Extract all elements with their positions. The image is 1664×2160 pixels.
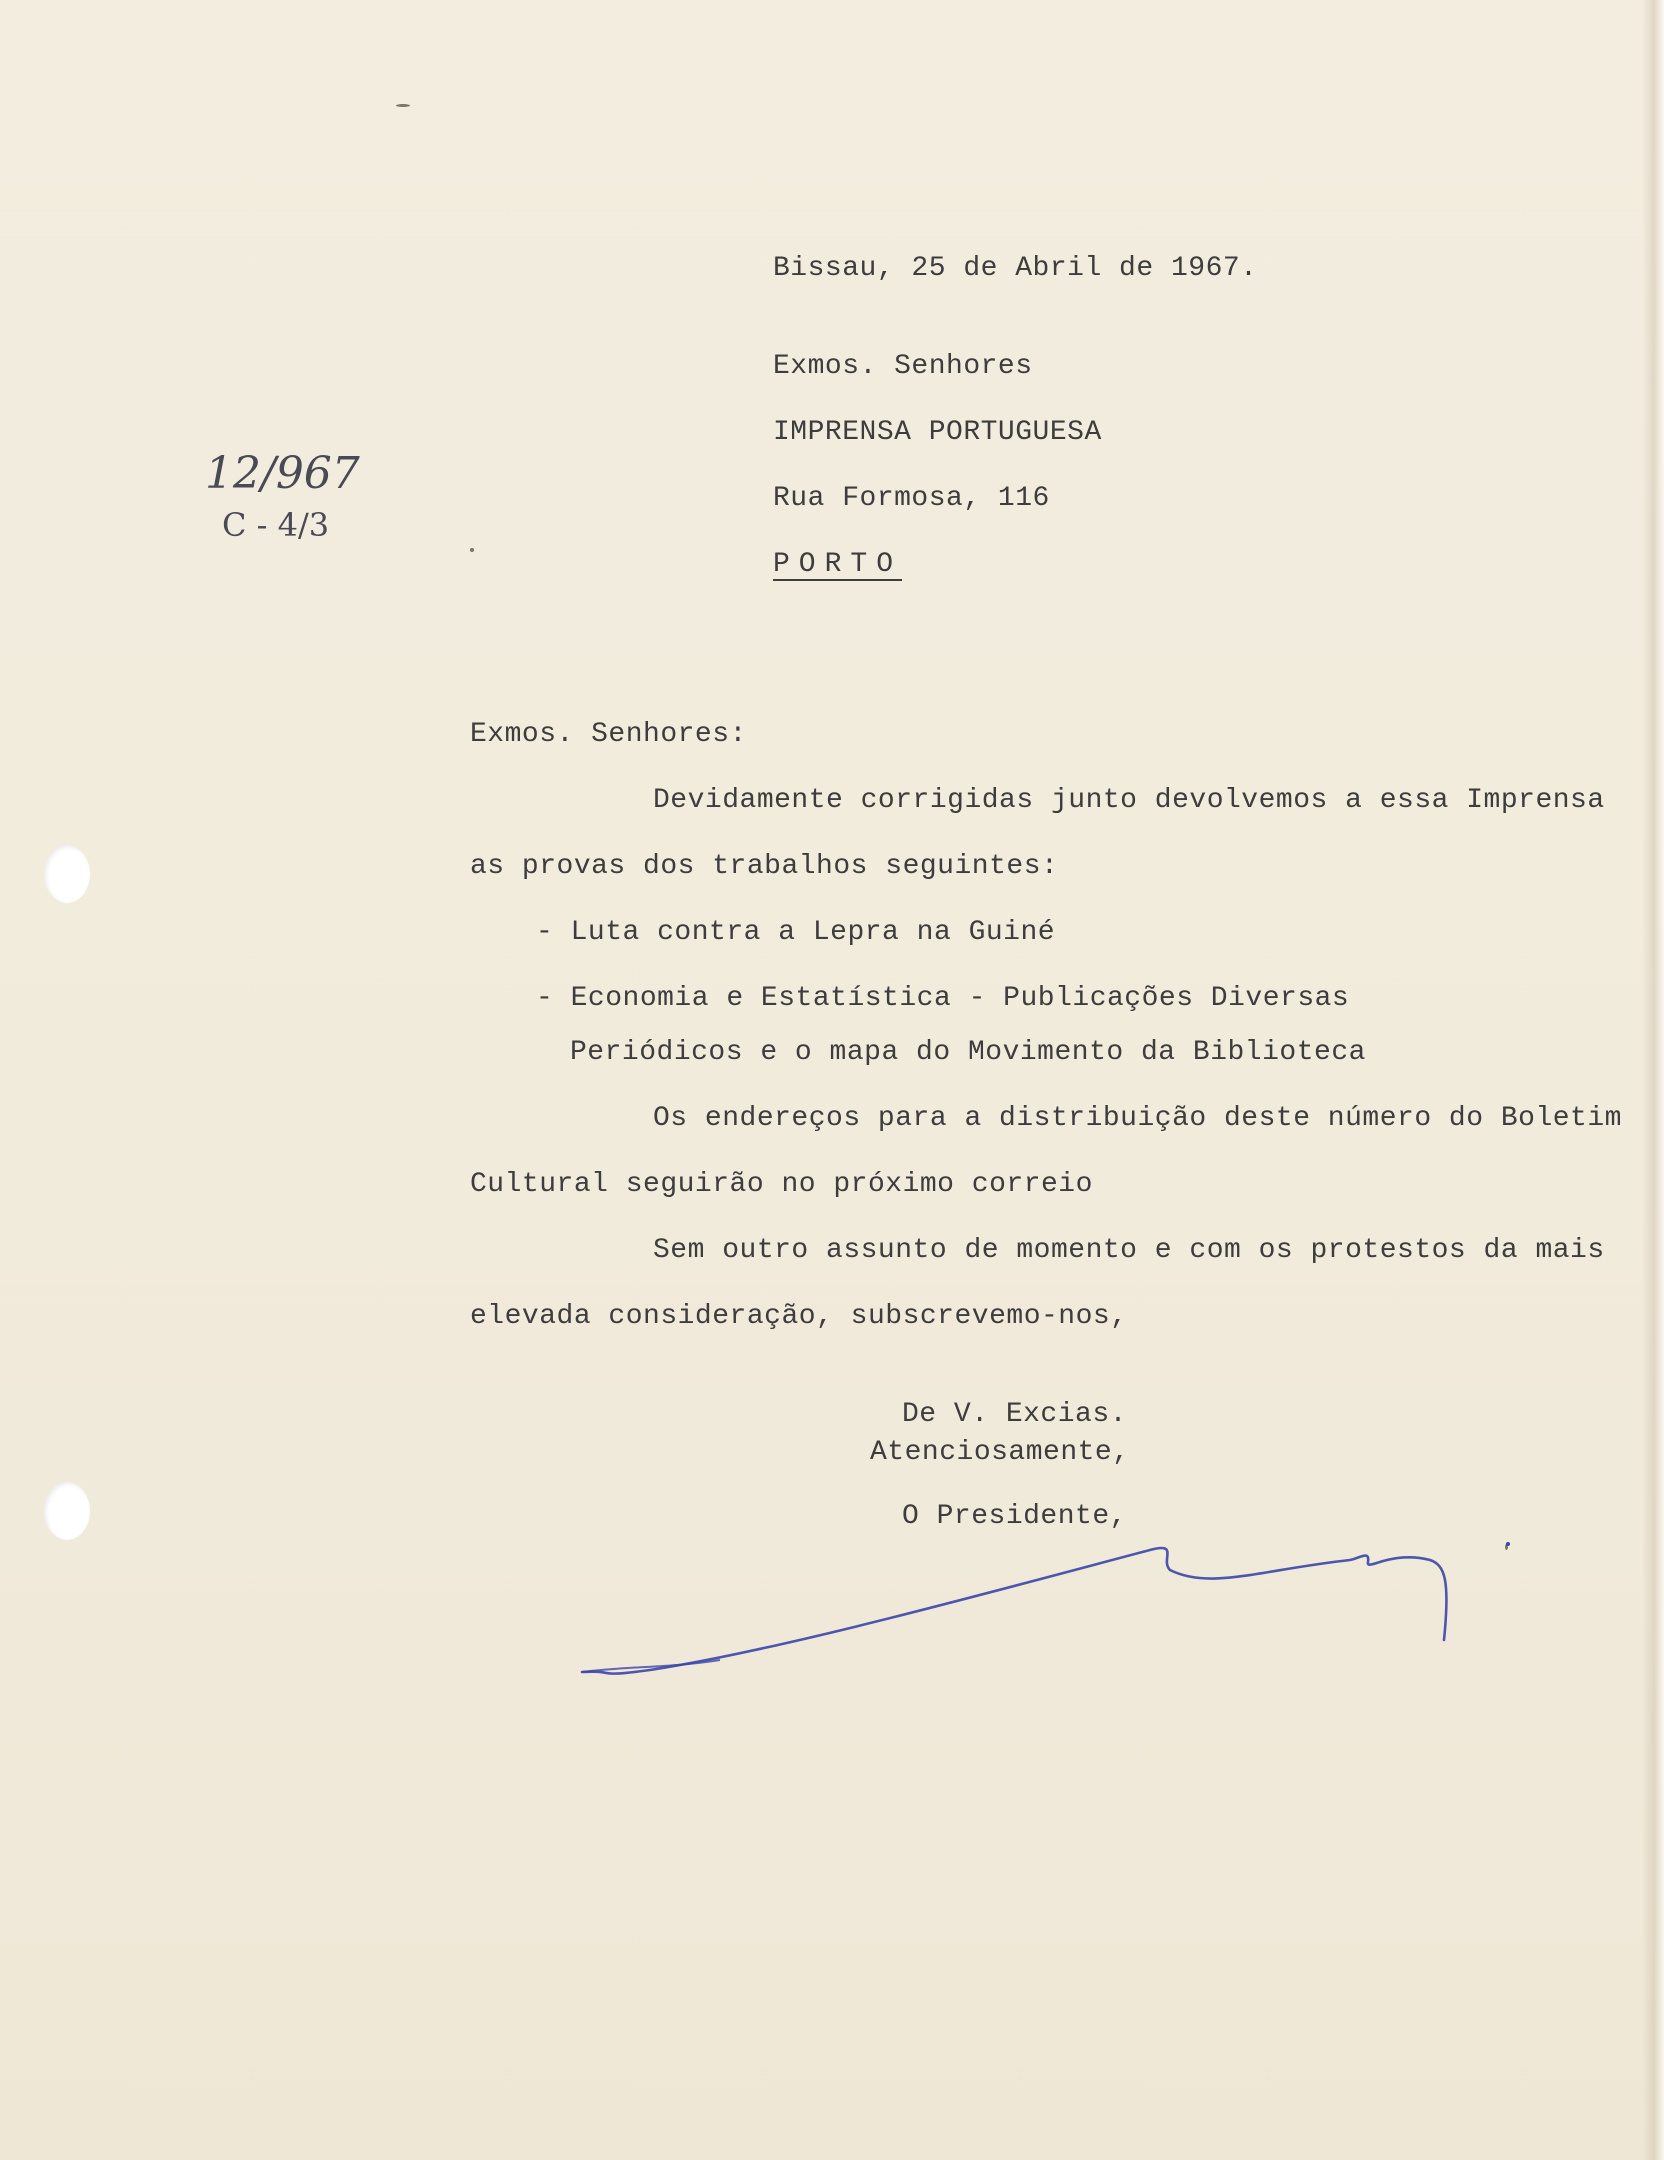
punch-hole-top xyxy=(44,845,90,903)
body-line: Devidamente corrigidas junto devolvemos a essa Imprensa xyxy=(653,785,1605,816)
signatory-title: O Presidente, xyxy=(902,1501,1127,1532)
list-item: - Economia e Estatística - Publicações Diversas xyxy=(536,983,1350,1014)
greeting: Exmos. Senhores: xyxy=(470,719,747,750)
closing-line: Atenciosamente, xyxy=(870,1437,1130,1468)
signature-dot xyxy=(1506,1542,1510,1546)
closing-line: De V. Excias. xyxy=(902,1399,1127,1430)
file-reference-code: C - 4/3 xyxy=(222,506,330,544)
list-item: - Luta contra a Lepra na Guiné xyxy=(536,917,1056,948)
handwritten-signature xyxy=(560,1520,1520,1680)
paper-edge xyxy=(1642,0,1664,2160)
list-item-continuation: Periódicos e o mapa do Movimento da Biblioteca xyxy=(570,1037,1366,1068)
body-line: as provas dos trabalhos seguintes: xyxy=(470,851,1059,882)
recipient-salutation: Exmos. Senhores xyxy=(773,351,1033,382)
punch-hole-bottom xyxy=(44,1482,90,1540)
recipient-company: IMPRENSA PORTUGUESA xyxy=(773,417,1102,448)
body-line: Sem outro assunto de momento e com os protestos da mais xyxy=(653,1235,1605,1266)
paper-speck xyxy=(396,104,410,107)
recipient-city: PORTO xyxy=(773,549,903,580)
body-line: Cultural seguirão no próximo correio xyxy=(470,1169,1093,1200)
paper-speck xyxy=(470,548,474,552)
body-line: Os endereços para a distribuição deste número do Boletim xyxy=(653,1103,1622,1134)
date-line: Bissau, 25 de Abril de 1967. xyxy=(773,253,1258,284)
signature-stroke xyxy=(582,1548,1446,1674)
file-reference-number: 12/967 xyxy=(205,448,360,499)
recipient-street: Rua Formosa, 116 xyxy=(773,483,1050,514)
body-line: elevada consideração, subscrevemo-nos, xyxy=(470,1301,1128,1332)
